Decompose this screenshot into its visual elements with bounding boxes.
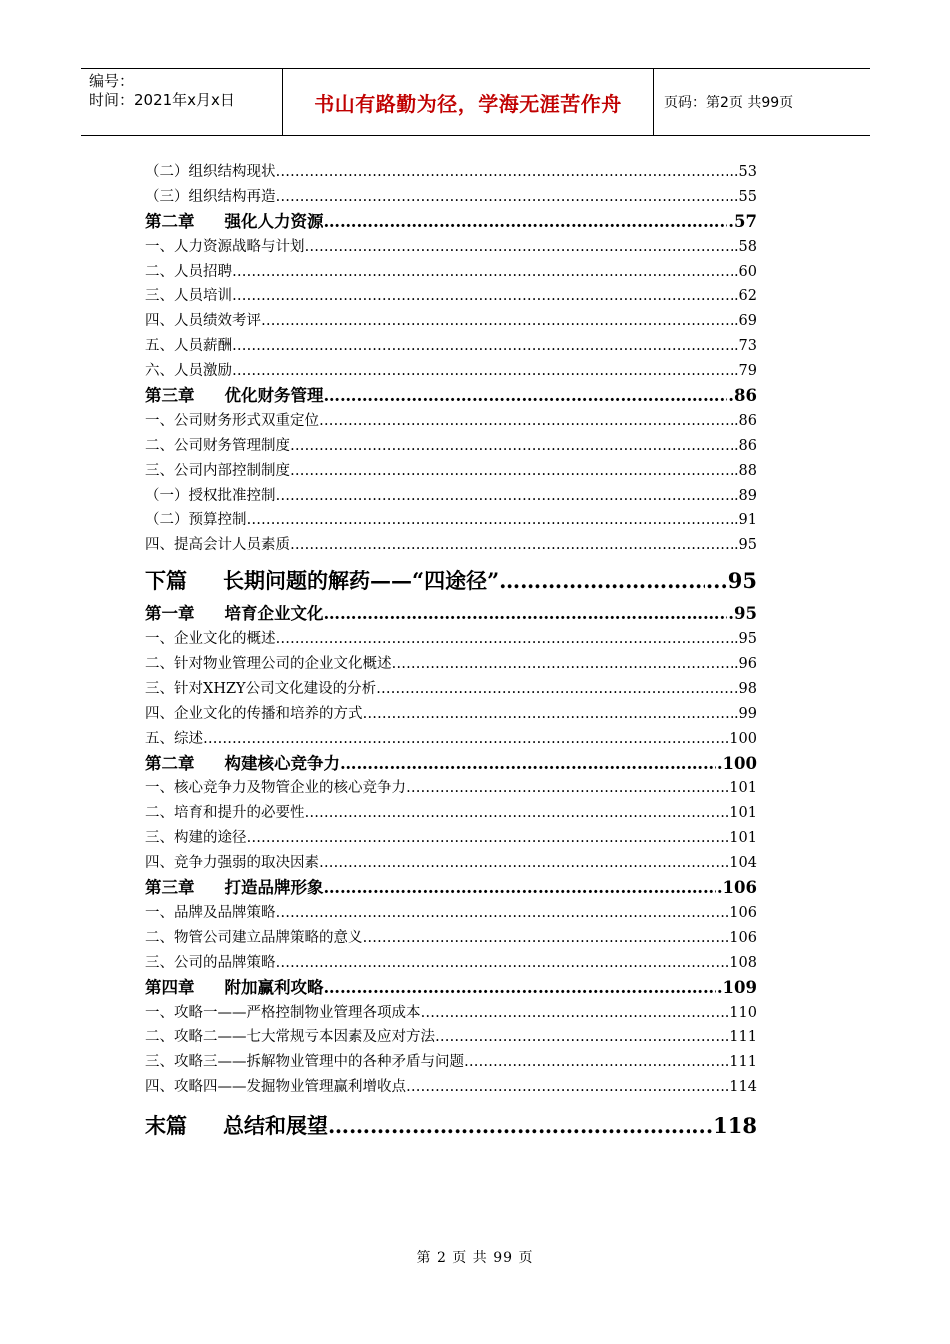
- toc-sub-entry[interactable]: [145, 1001, 757, 1026]
- toc-entry-title: 优化财务管理: [224, 386, 324, 406]
- toc-leader-dots: [324, 602, 728, 627]
- toc-entry-title: 一、攻略一——严格控制物业管理各项成本: [145, 1004, 421, 1021]
- toc-entry-title: 二、公司财务管理制度: [145, 437, 290, 454]
- toc-sub-entry[interactable]: [145, 409, 757, 434]
- toc-page-number: .79: [733, 363, 757, 380]
- toc-sub-entry[interactable]: [145, 801, 757, 826]
- toc-entry-title: 二、培育和提升的必要性: [145, 805, 305, 822]
- toc-sub-entry[interactable]: [145, 459, 757, 484]
- toc-entry-title: 二、攻略二——七大常规亏本因素及应对方法: [145, 1029, 435, 1046]
- toc-page-number: ..55: [729, 188, 757, 205]
- toc-page-number: .101: [724, 830, 757, 847]
- toc-page-number: .88: [733, 462, 757, 479]
- toc-leader-dots: [363, 702, 733, 727]
- toc-sub-entry[interactable]: [145, 1050, 757, 1075]
- toc-page-number: .60: [733, 263, 757, 280]
- toc-entry-title: 三、公司内部控制制度: [145, 462, 290, 479]
- toc-entry-title: 三、公司的品牌策略: [145, 954, 276, 971]
- toc-leader-dots: [324, 876, 716, 901]
- toc-sub-entry[interactable]: [145, 1025, 757, 1050]
- toc-page-number: .99: [733, 705, 757, 722]
- toc-entry-title: 三、针对XHZY公司文化建设的分析: [145, 680, 377, 697]
- header-motto: 书山有路勤为径，学海无涯苦作舟: [282, 69, 654, 135]
- header-page-info: 页码：第2页 共99页: [664, 95, 794, 111]
- toc-page-number: .114: [724, 1079, 757, 1096]
- toc-sub-entry[interactable]: [145, 160, 757, 185]
- toc-entry-number: 下篇: [145, 568, 187, 594]
- toc-page-number: .62: [733, 288, 757, 305]
- toc-sub-entry[interactable]: [145, 359, 757, 384]
- toc-sub-entry[interactable]: [145, 652, 757, 677]
- toc-leader-dots: [232, 334, 733, 359]
- toc-sub-entry[interactable]: [145, 260, 757, 285]
- toc-entry-number: 第三章: [145, 386, 195, 406]
- toc-sub-entry[interactable]: [145, 901, 757, 926]
- toc-entry-number: 第二章: [145, 753, 195, 773]
- toc-entry-number: 第四章: [145, 977, 195, 997]
- toc-sub-entry[interactable]: [145, 826, 757, 851]
- toc-page-number: .57: [728, 211, 757, 231]
- toc-sub-entry[interactable]: [145, 334, 757, 359]
- toc-sub-entry[interactable]: [145, 185, 757, 210]
- toc-sub-entry[interactable]: [145, 851, 757, 876]
- toc-page-number: .108: [724, 954, 757, 971]
- toc-entry-title: 强化人力资源: [224, 211, 324, 231]
- toc-page-number: .96: [733, 656, 757, 673]
- toc-part-entry[interactable]: [145, 1106, 757, 1146]
- toc-leader-dots: [203, 727, 724, 752]
- toc-entry-title: 三、人员培训: [145, 288, 232, 305]
- document-time-label: 时间：2021年x月x日: [89, 91, 235, 109]
- toc-sub-entry[interactable]: [145, 677, 757, 702]
- toc-page-number: .106: [716, 878, 757, 898]
- toc-leader-dots: [276, 484, 733, 509]
- toc-leader-dots: [435, 1025, 724, 1050]
- toc-leader-dots: [276, 185, 729, 210]
- toc-entry-title: 五、综述: [145, 730, 203, 747]
- toc-page-number: ...118: [691, 1113, 757, 1139]
- toc-entry-title: （三）组织结构再造: [145, 188, 276, 205]
- toc-entry-title: 一、品牌及品牌策略: [145, 904, 276, 921]
- toc-leader-dots: [406, 1075, 724, 1100]
- toc-leader-dots: [319, 409, 733, 434]
- toc-page-number: .95: [733, 537, 757, 554]
- toc-entry-title: 一、公司财务形式双重定位: [145, 412, 319, 429]
- toc-leader-dots: [276, 627, 733, 652]
- toc-entry-title: 一、核心竞争力及物管企业的核心竞争力: [145, 780, 406, 797]
- toc-entry-title: 六、人员激励: [145, 363, 232, 380]
- toc-leader-dots: [421, 1001, 724, 1026]
- toc-entry-number: 末篇: [145, 1113, 187, 1139]
- toc-entry-title: 四、企业文化的传播和培养的方式: [145, 705, 363, 722]
- toc-leader-dots: [319, 851, 724, 876]
- toc-sub-entry[interactable]: [145, 926, 757, 951]
- toc-page-number: .111: [724, 1029, 757, 1046]
- document-number-label: 编号：: [89, 72, 135, 90]
- toc-leader-dots: [290, 533, 733, 558]
- toc-leader-dots: [261, 309, 733, 334]
- toc-entry-number: 第二章: [145, 211, 195, 231]
- toc-entry-title: 四、竞争力强弱的取决因素: [145, 855, 319, 872]
- toc-page-number: 98: [738, 680, 757, 697]
- toc-sub-entry[interactable]: [145, 533, 757, 558]
- toc-entry-title: 一、人力资源战略与计划: [145, 238, 305, 255]
- page-footer: 第 2 页 共 99 页: [416, 1250, 534, 1266]
- toc-entry-number: 第一章: [145, 604, 195, 624]
- toc-leader-dots: [499, 561, 705, 601]
- toc-leader-dots: [247, 826, 724, 851]
- toc-entry-title: 总结和展望: [223, 1113, 328, 1139]
- toc-leader-dots: [324, 210, 728, 235]
- toc-entry-title: 四、人员绩效考评: [145, 313, 261, 330]
- toc-page-number: .91: [733, 512, 757, 529]
- toc-sub-entry[interactable]: [145, 508, 757, 533]
- table-of-contents: [145, 160, 757, 1147]
- toc-page-number: .100: [716, 753, 757, 773]
- toc-entry-title: （二）预算控制: [145, 512, 247, 529]
- toc-leader-dots: [232, 284, 733, 309]
- toc-sub-entry[interactable]: [145, 727, 757, 752]
- toc-chap-entry[interactable]: [145, 752, 757, 777]
- toc-sub-entry[interactable]: [145, 309, 757, 334]
- toc-chap-entry[interactable]: [145, 210, 757, 235]
- toc-sub-entry[interactable]: [145, 776, 757, 801]
- toc-entry-title: 二、针对物业管理公司的企业文化概述: [145, 656, 392, 673]
- toc-page-number: ..53: [729, 164, 757, 180]
- toc-page-number: .95: [733, 631, 757, 648]
- toc-leader-dots: [232, 359, 733, 384]
- toc-entry-title: 二、人员招聘: [145, 263, 232, 280]
- toc-sub-entry[interactable]: [145, 284, 757, 309]
- toc-leader-dots: [376, 677, 737, 702]
- toc-sub-entry[interactable]: [145, 627, 757, 652]
- toc-entry-title: 长期问题的解药——“四途径”: [223, 568, 500, 594]
- toc-sub-entry[interactable]: [145, 702, 757, 727]
- toc-page-number: .111: [724, 1054, 757, 1071]
- toc-page-number: .86: [728, 386, 757, 406]
- toc-chap-entry[interactable]: [145, 384, 757, 409]
- toc-page-number: .69: [733, 313, 757, 330]
- toc-leader-dots: [324, 976, 716, 1001]
- toc-sub-entry[interactable]: [145, 1075, 757, 1100]
- toc-leader-dots: [232, 260, 733, 285]
- toc-entry-title: 一、企业文化的概述: [145, 631, 276, 648]
- toc-page-number: .110: [724, 1004, 757, 1021]
- toc-leader-dots: [290, 459, 733, 484]
- page-header: [81, 68, 870, 136]
- toc-leader-dots: [324, 384, 728, 409]
- toc-leader-dots: [340, 752, 716, 777]
- toc-page-number: .95: [728, 604, 757, 624]
- toc-entry-title: 三、攻略三——拆解物业管理中的各种矛盾与问题: [145, 1054, 464, 1071]
- toc-page-number: .106: [724, 904, 757, 921]
- toc-entry-title: （二）组织结构现状: [145, 164, 276, 180]
- toc-part-entry[interactable]: [145, 561, 757, 601]
- toc-leader-dots: [305, 235, 733, 260]
- toc-sub-entry[interactable]: [145, 434, 757, 459]
- toc-page-number: .101: [724, 780, 757, 797]
- toc-page-number: .73: [733, 338, 757, 355]
- toc-page-number: .100: [724, 730, 757, 747]
- toc-entry-title: 四、提高会计人员素质: [145, 537, 290, 554]
- toc-sub-entry[interactable]: [145, 235, 757, 260]
- toc-entry-title: 附加赢利攻略: [224, 977, 324, 997]
- toc-leader-dots: [363, 926, 724, 951]
- toc-chap-entry[interactable]: [145, 876, 757, 901]
- toc-leader-dots: [305, 801, 724, 826]
- toc-page-number: .58: [733, 238, 757, 255]
- toc-leader-dots: [247, 508, 733, 533]
- toc-page-number: .109: [716, 977, 757, 997]
- toc-entry-title: 打造品牌形象: [224, 878, 324, 898]
- toc-leader-dots: [464, 1050, 724, 1075]
- toc-sub-entry[interactable]: [145, 484, 757, 509]
- toc-leader-dots: [276, 901, 724, 926]
- toc-page-number: .89: [733, 487, 757, 504]
- toc-leader-dots: [276, 951, 724, 976]
- toc-leader-dots: [406, 776, 724, 801]
- toc-page-number: .104: [724, 855, 757, 872]
- toc-chap-entry[interactable]: [145, 976, 757, 1001]
- toc-page-number: .86: [733, 412, 757, 429]
- toc-entry-title: 三、构建的途径: [145, 830, 247, 847]
- toc-entry-title: 四、攻略四——发掘物业管理赢利增收点: [145, 1079, 406, 1096]
- toc-page-number: .106: [724, 929, 757, 946]
- toc-page-number: ...95: [705, 568, 757, 594]
- header-meta: [81, 69, 282, 135]
- toc-entry-title: 二、物管公司建立品牌策略的意义: [145, 929, 363, 946]
- toc-sub-entry[interactable]: [145, 951, 757, 976]
- toc-page-number: .86: [733, 437, 757, 454]
- toc-leader-dots: [392, 652, 733, 677]
- toc-entry-title: 构建核心竞争力: [224, 753, 340, 773]
- toc-leader-dots: [328, 1106, 690, 1146]
- toc-entry-title: 培育企业文化: [224, 604, 324, 624]
- toc-leader-dots: [290, 434, 733, 459]
- toc-leader-dots: [276, 160, 729, 185]
- toc-entry-number: 第三章: [145, 878, 195, 898]
- toc-chap-entry[interactable]: [145, 602, 757, 627]
- toc-page-number: .101: [724, 805, 757, 822]
- toc-entry-title: 五、人员薪酬: [145, 338, 232, 355]
- toc-entry-title: （一）授权批准控制: [145, 487, 276, 504]
